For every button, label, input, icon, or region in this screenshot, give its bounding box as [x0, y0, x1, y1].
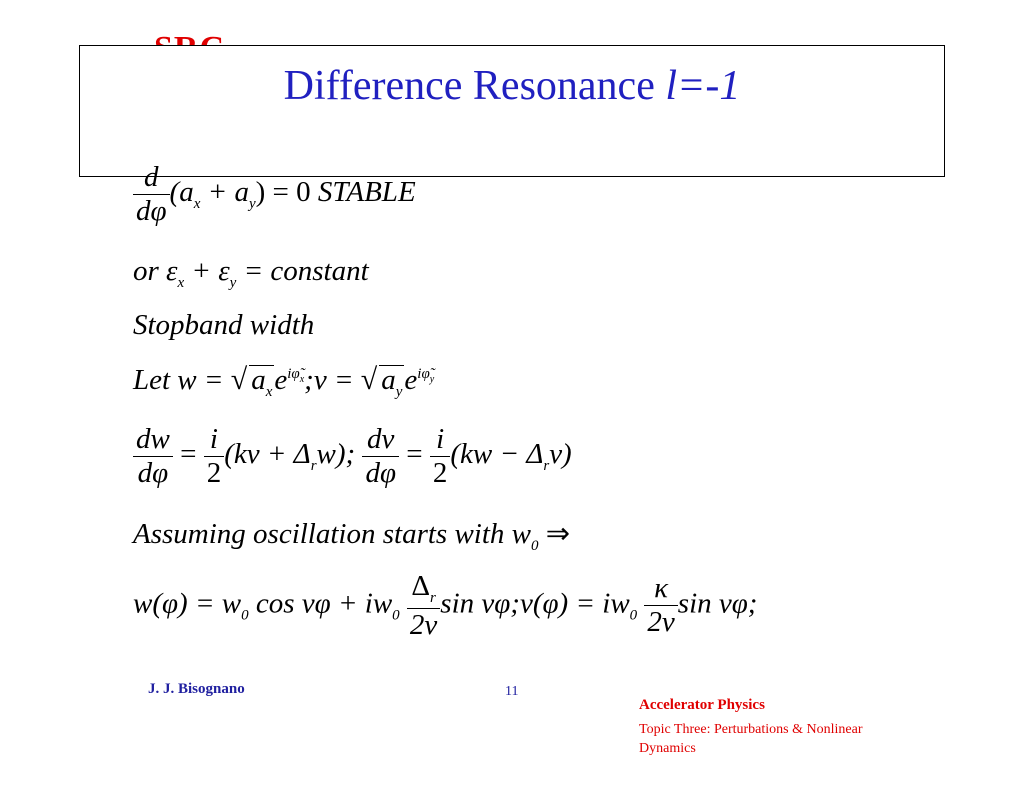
- equation-solution: $w(\varphi) = w_0$ $\cos \nu\varphi + iw_0$ $\frac{\Delta_r}{2\nu}$ sin νφ;v(φ) = $iw_0$ $\frac{\kappa}{2\nu}$ sin νφ;: [133, 570, 758, 641]
- stable-label: STABLE: [310, 176, 416, 209]
- fraction-dv-dphi: $\frac{dv}{d\varphi}$: [362, 425, 399, 488]
- footer-topic: Topic Three: Perturbations & Nonlinear Dynamics: [639, 722, 863, 756]
- equation-stable: $\frac{d}{d\varphi}$ $(a_x + a_y) = 0$ STABLE: [133, 163, 416, 226]
- equation-derivatives: $\frac{dw}{d\varphi}$ = $\frac{i}{2}$ $(kv + \Delta_rw)$; $\frac{dv}{d\varphi}$ = $\frac{i}{2}$ $(kw - \Delta_rv)$: [133, 425, 572, 488]
- sqrt-icon: √: [360, 363, 378, 396]
- implies-arrow: ⇒: [538, 518, 571, 550]
- sqrt-ax: $a_x$: [251, 364, 273, 400]
- footer-course: Accelerator Physics: [639, 697, 765, 713]
- fraction-i-2: $\frac{i}{2}$: [204, 425, 225, 488]
- fraction-i-2-b: $\frac{i}{2}$: [430, 425, 451, 488]
- equation-emittance-sum: or $\varepsilon_x + \varepsilon_y$ = constant: [133, 255, 369, 291]
- title-italic: l=-1: [665, 63, 741, 109]
- sqrt-icon: √: [230, 363, 248, 396]
- equation-let-w-v: Let w = √ $a_xe^{i\varphĩ_x};v$ = √ $a_ye^{i\varphĩ_y}$: [133, 363, 435, 400]
- sqrt-ay: $a_y$: [381, 364, 403, 400]
- fraction-kappa-2nu: $\frac{\kappa}{2\nu}$: [644, 574, 677, 637]
- title-box: [79, 45, 945, 177]
- stopband-heading: Stopband width: [133, 309, 315, 341]
- fraction-delta-2nu: $\frac{\Delta_r}{2\nu}$: [407, 572, 440, 640]
- page-number: 11: [505, 684, 519, 699]
- fraction-dw-dphi: $\frac{dw}{d\varphi}$: [133, 425, 173, 488]
- assumption-line: Assuming oscillation starts with $w_0$ ⇒: [133, 518, 571, 554]
- title-main: Difference Resonance: [283, 63, 666, 109]
- fraction-d-dphi: $\frac{d}{d\varphi}$: [133, 163, 170, 226]
- page-title: [80, 62, 944, 110]
- footer-author: J. J. Bisognano: [148, 681, 245, 697]
